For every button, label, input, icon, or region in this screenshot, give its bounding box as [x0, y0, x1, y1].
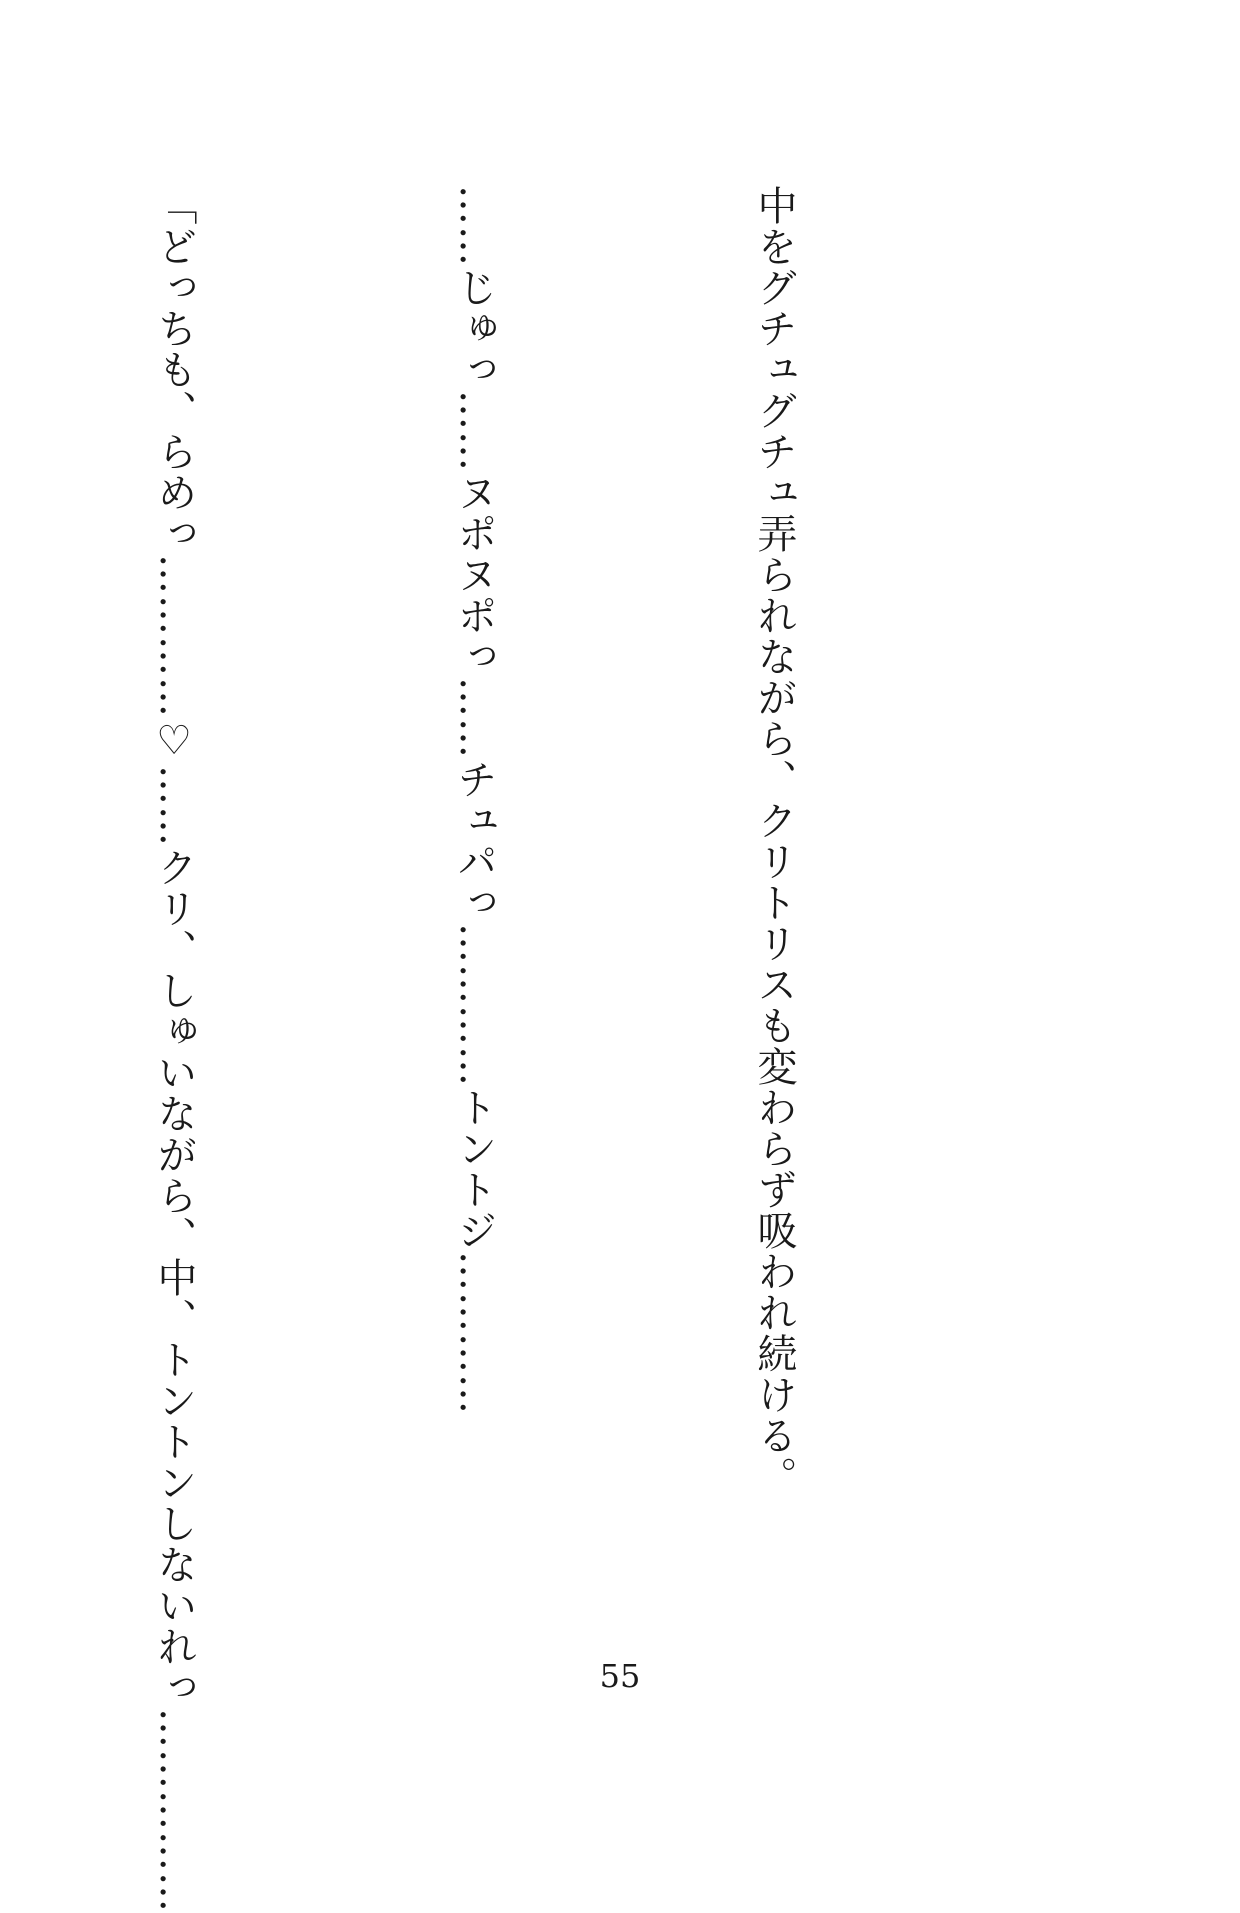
- text-line-3: 「どっちも、らめっ…………♡……クリ、しゅいながら、中、トントンしないれっ……………: [151, 185, 197, 1913]
- page-number: 55: [599, 1657, 641, 1695]
- text-line-2: ……じゅっ……ヌポヌポっ……チュパっ…………トントジ…………: [451, 185, 497, 1415]
- text-line-1: 中をグチュグチュ弄られながら、クリトリスも変わらず吸われ続ける。: [751, 185, 797, 1497]
